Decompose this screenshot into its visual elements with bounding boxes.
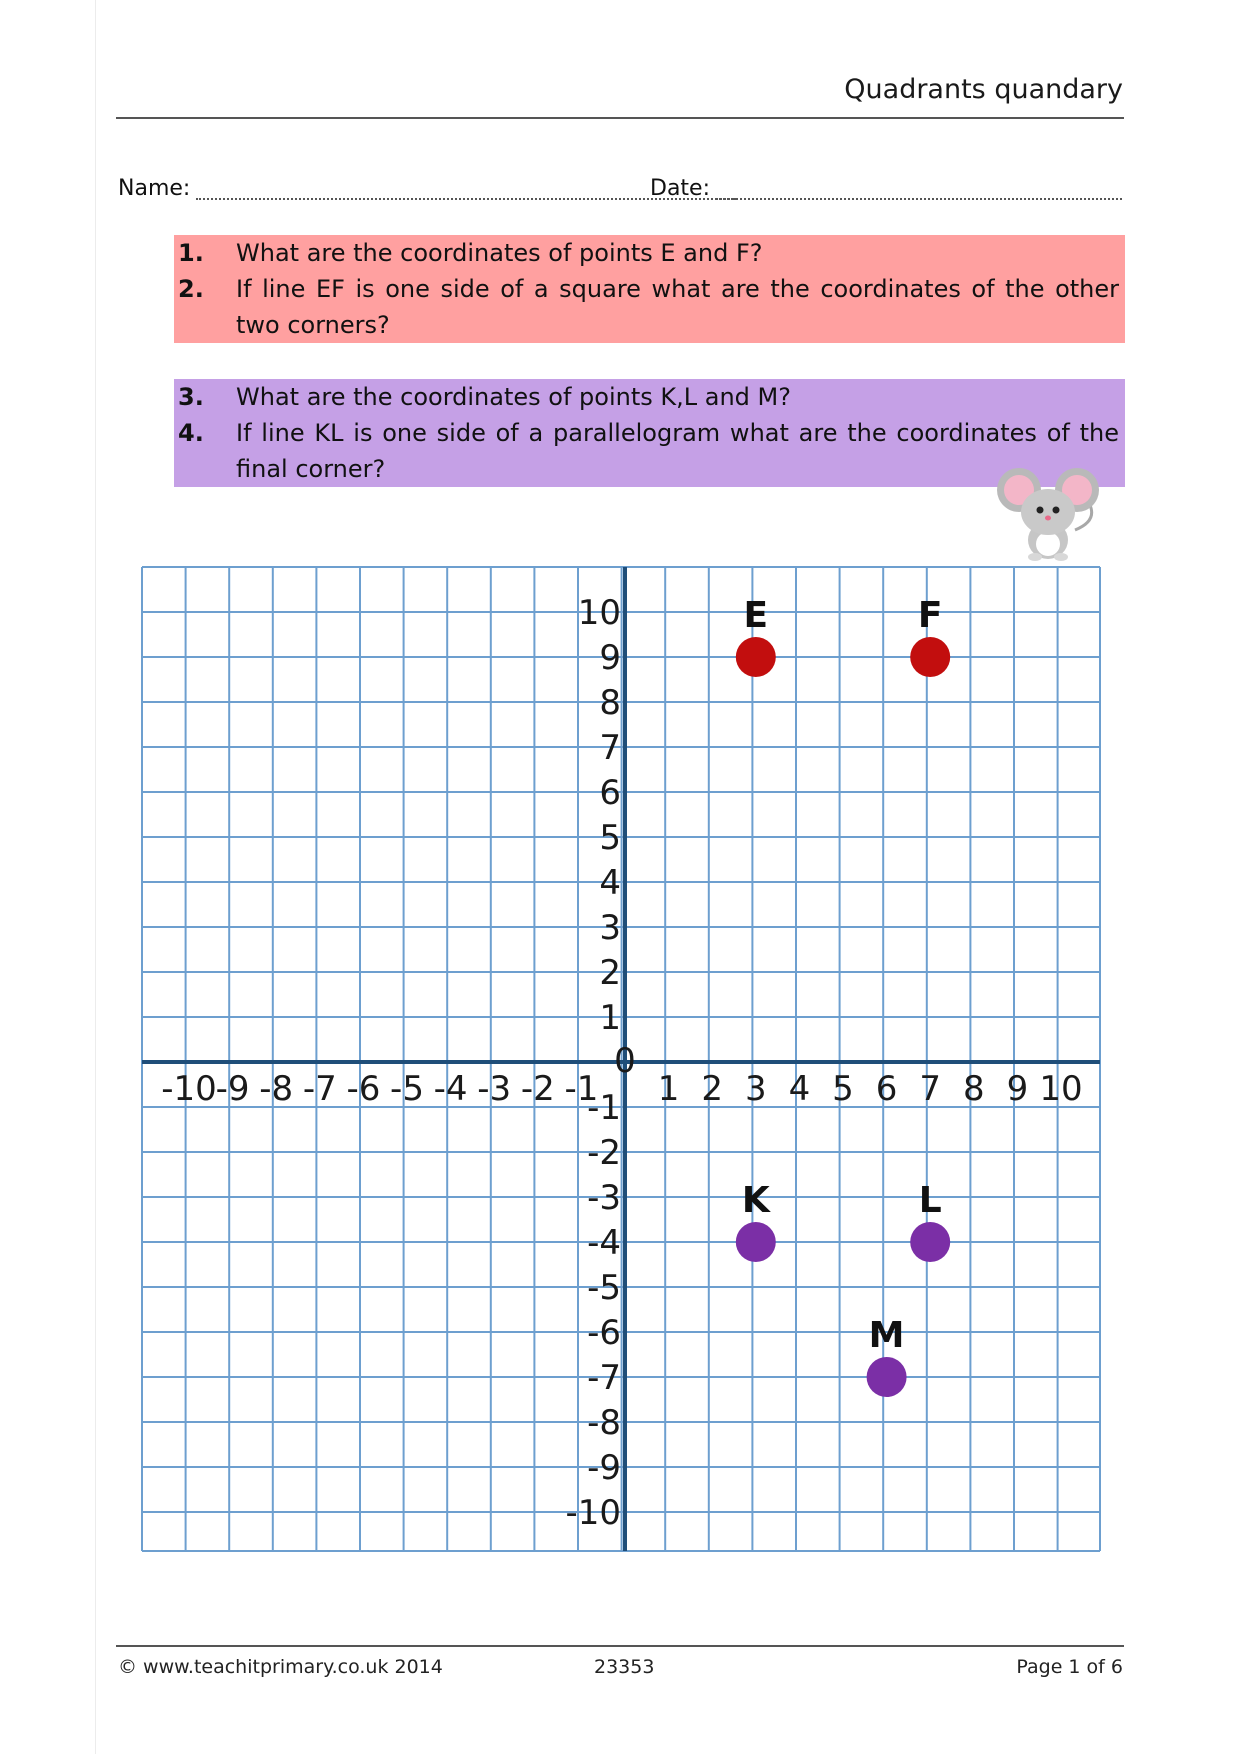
y-tick-label: -2 [587, 1133, 621, 1173]
name-date-row [118, 176, 1124, 206]
question-number: 3. [178, 383, 204, 411]
y-tick-label: -6 [587, 1313, 621, 1353]
question-text: What are the coordinates of points E and F? [236, 239, 763, 267]
x-tick-label: 1 [657, 1069, 680, 1109]
y-tick-label: 6 [599, 773, 621, 813]
x-tick-label: -7 [302, 1069, 337, 1109]
question-3 [174, 379, 1119, 415]
x-tick-label: 4 [788, 1069, 811, 1109]
point-label-f: F [917, 595, 943, 636]
x-tick-label: -2 [520, 1069, 555, 1109]
question-number: 4. [178, 419, 204, 447]
point-label-m: M [868, 1315, 905, 1356]
y-tick-label: 9 [599, 638, 621, 678]
y-tick-label: 1 [599, 998, 621, 1038]
coordinate-grid [141, 566, 1101, 1552]
mouse-icon [995, 460, 1105, 562]
y-tick-label: -4 [587, 1223, 621, 1263]
x-tick-label: 8 [962, 1069, 985, 1109]
question-4 [174, 415, 1119, 487]
footer-copyright: © www.teachitprimary.co.uk 2014 [118, 1656, 443, 1678]
page-title: Quadrants quandary [844, 74, 1123, 105]
point-m [867, 1357, 907, 1397]
x-tick-label: -1 [564, 1069, 599, 1109]
date-field[interactable] [716, 198, 1122, 200]
footer-divider [116, 1645, 1124, 1647]
y-tick-label: 7 [599, 728, 621, 768]
question-text: If line KL is one side of a parallelogram what are the coordinates of the final corner? [236, 419, 1119, 483]
y-tick-label: -3 [587, 1178, 621, 1218]
question-1 [174, 235, 1119, 271]
x-tick-label: -10 [161, 1069, 217, 1109]
point-label-l: L [918, 1180, 942, 1221]
y-tick-label: -7 [587, 1358, 621, 1398]
question-number: 1. [178, 239, 204, 267]
question-box-red [174, 235, 1125, 343]
x-tick-label: -8 [259, 1069, 294, 1109]
y-tick-label: 10 [577, 593, 621, 633]
point-f [910, 637, 950, 677]
x-tick-label: -5 [390, 1069, 424, 1109]
question-text: If line EF is one side of a square what are the coordinates of the other two corners? [236, 275, 1119, 339]
x-tick-label: 5 [832, 1069, 854, 1109]
y-tick-label: -9 [587, 1448, 621, 1488]
y-tick-label: -5 [587, 1268, 621, 1308]
x-tick-label: -6 [346, 1069, 381, 1109]
y-tick-label: 4 [599, 863, 621, 903]
date-label: Date: [650, 176, 710, 201]
name-label: Name: [118, 176, 191, 201]
y-tick-label: 5 [599, 818, 621, 858]
footer-page-number: Page 1 of 6 [1016, 1656, 1123, 1678]
question-box-purple [174, 379, 1125, 487]
question-text: What are the coordinates of points K,L and M? [236, 383, 791, 411]
point-l [910, 1222, 950, 1262]
x-tick-label: 10 [1039, 1069, 1083, 1109]
y-tick-label: -1 [587, 1088, 621, 1128]
point-label-k: K [741, 1180, 770, 1221]
question-number: 2. [178, 275, 204, 303]
page-margin-line [95, 0, 96, 1754]
x-tick-label: 2 [701, 1069, 724, 1109]
y-tick-label: -10 [565, 1493, 621, 1533]
point-label-e: E [743, 595, 769, 636]
header-divider [116, 117, 1124, 119]
question-2 [174, 271, 1119, 343]
point-e [736, 637, 776, 677]
point-k [736, 1222, 776, 1262]
x-tick-label: 9 [1006, 1069, 1029, 1109]
x-tick-label: 7 [919, 1069, 942, 1109]
x-tick-label: -4 [433, 1069, 468, 1109]
x-tick-label: 3 [744, 1069, 767, 1109]
origin-label: 0 [614, 1041, 636, 1081]
y-tick-label: -8 [587, 1403, 621, 1443]
y-tick-label: 8 [599, 683, 621, 723]
x-tick-label: -3 [477, 1069, 512, 1109]
y-tick-label: 2 [599, 953, 621, 993]
footer-code: 23353 [594, 1656, 655, 1678]
x-tick-label: 6 [875, 1069, 898, 1109]
x-tick-label: -9 [215, 1069, 250, 1109]
y-tick-label: 3 [599, 908, 621, 948]
